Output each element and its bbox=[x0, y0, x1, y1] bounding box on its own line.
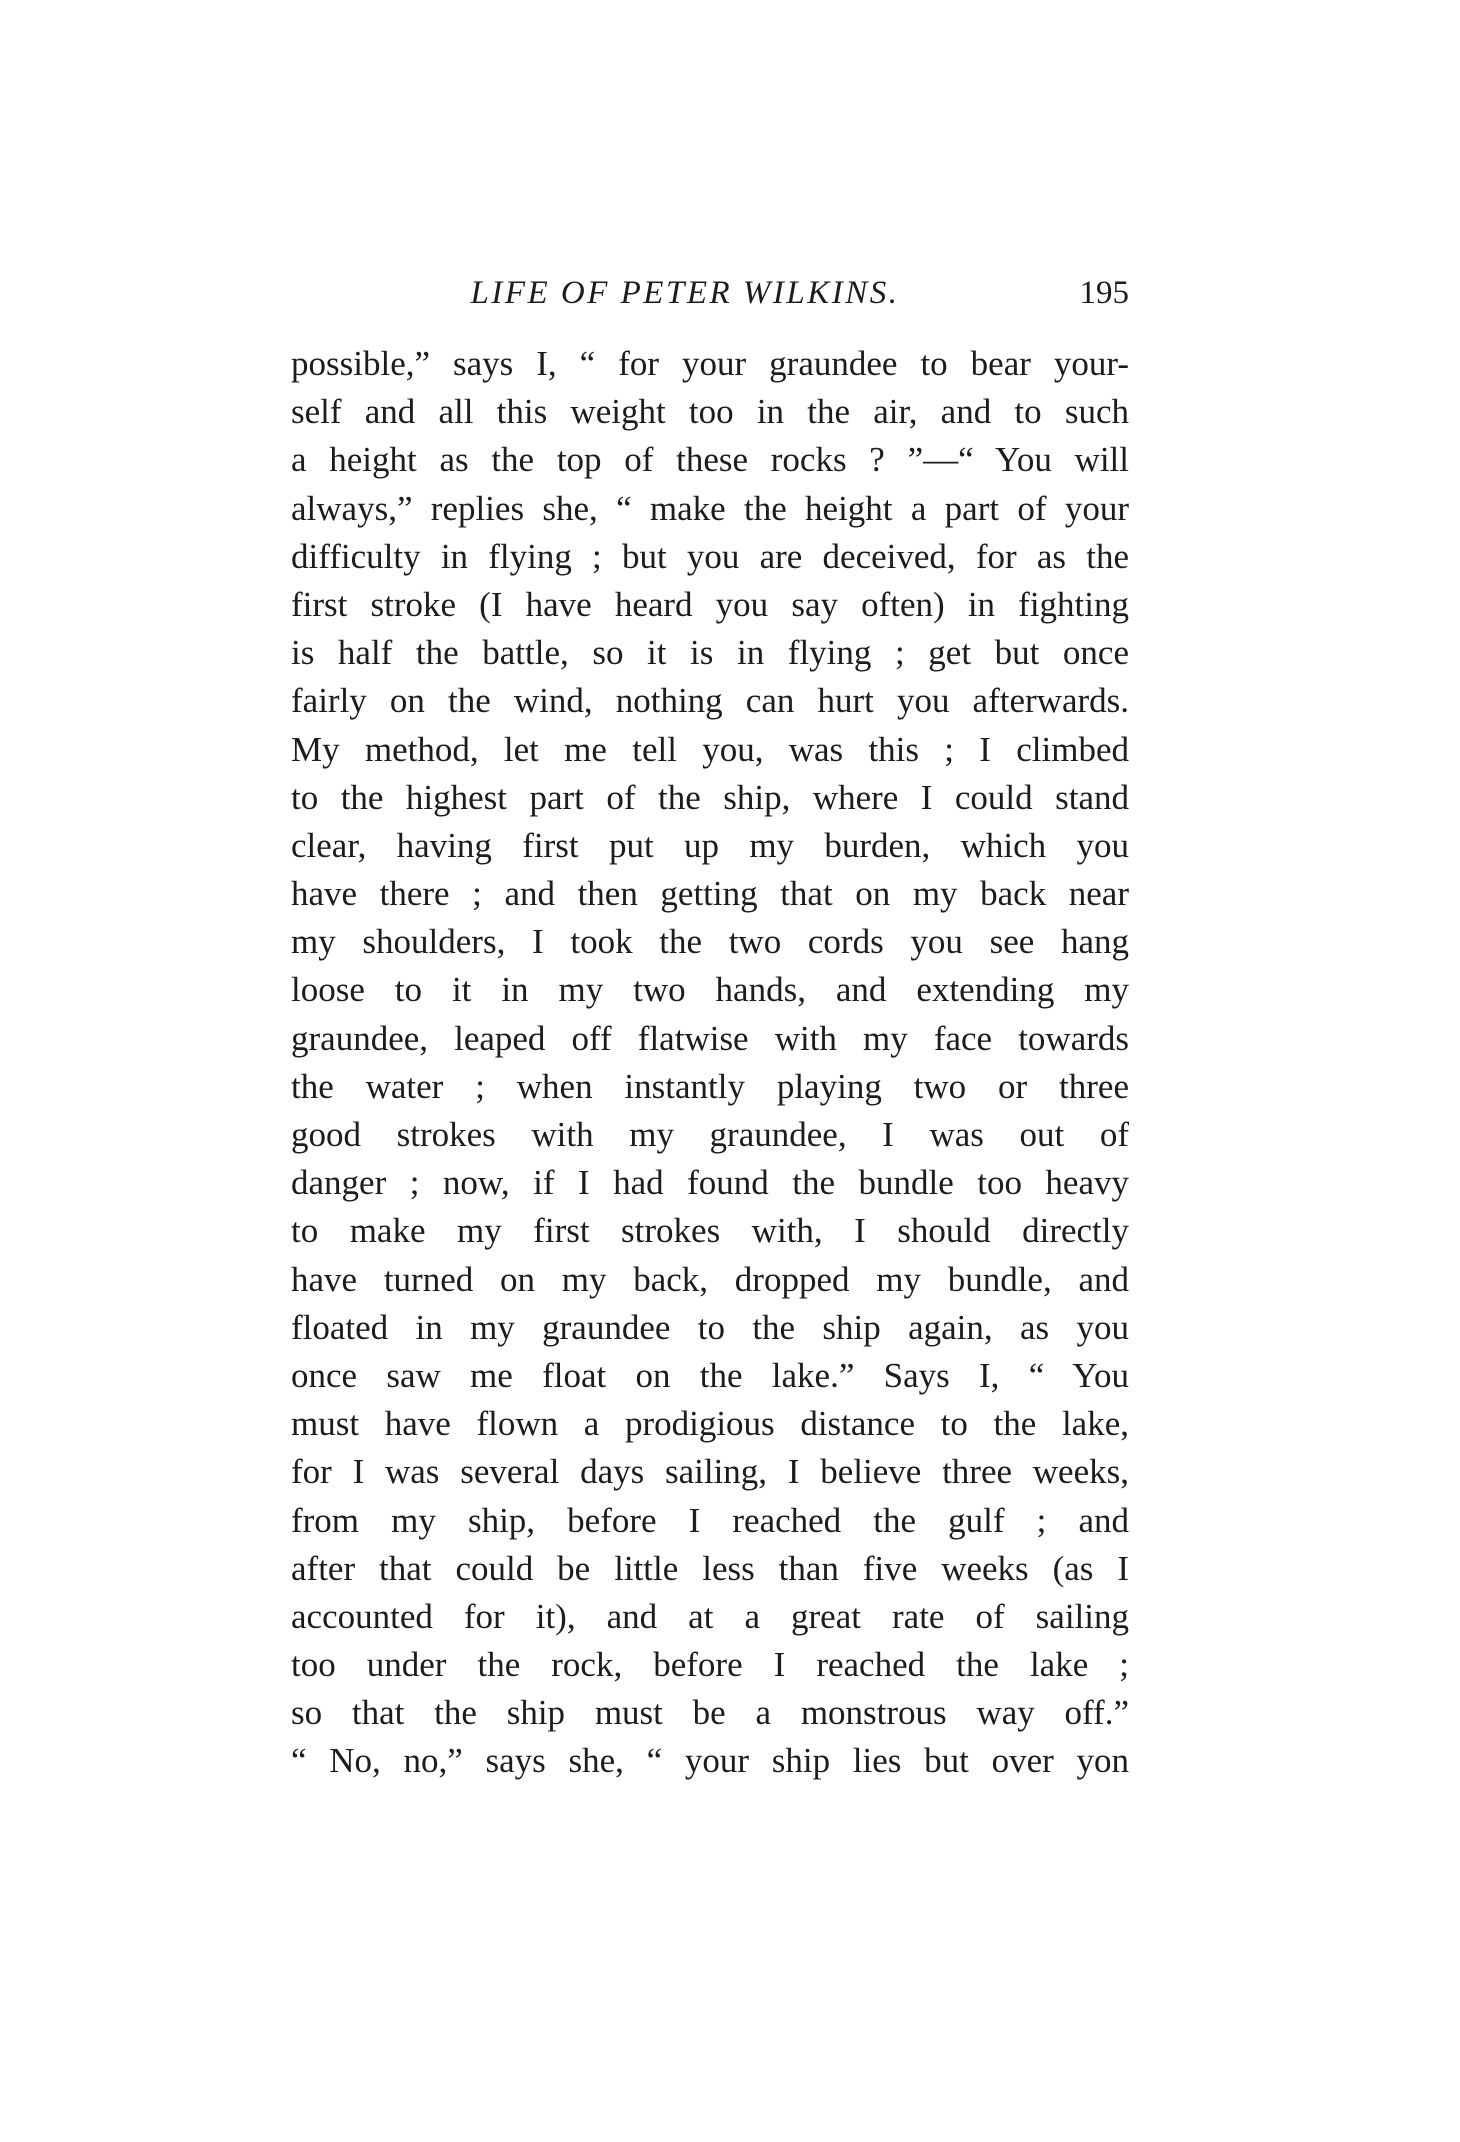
text-line: have turned on my back, dropped my bundle, and bbox=[291, 1259, 1129, 1299]
text-line: after that could be little less than five weeks (as I bbox=[291, 1548, 1129, 1588]
text-line: first stroke (I have heard you say often) in fighting bbox=[291, 584, 1129, 624]
text-line: danger ; now, if I had found the bundle too heavy bbox=[291, 1163, 1129, 1203]
text-line: self and all this weight too in the air, and to such bbox=[291, 392, 1129, 432]
text-line: a height as the top of these rocks ? ”—“ You will bbox=[291, 440, 1129, 480]
text-line: too under the rock, before I reached the lake ; bbox=[291, 1645, 1129, 1685]
text-line: graundee, leaped off flatwise with my face towards bbox=[291, 1018, 1129, 1058]
text-line: floated in my graundee to the ship again, as you bbox=[291, 1307, 1129, 1347]
text-line: always,” replies she, “ make the height a part of your bbox=[291, 488, 1129, 528]
text-line: from my ship, before I reached the gulf ; and bbox=[291, 1500, 1129, 1540]
text-line: is half the battle, so it is in flying ; get but once bbox=[291, 633, 1129, 673]
text-line: to the highest part of the ship, where I could stand bbox=[291, 777, 1129, 817]
text-line: difficulty in flying ; but you are deceived, for as the bbox=[291, 536, 1129, 576]
text-line: possible,” says I, “ for your graundee to bear your- bbox=[291, 344, 1129, 383]
text-line: to make my first strokes with, I should directly bbox=[291, 1211, 1129, 1251]
running-title: LIFE OF PETER WILKINS. bbox=[470, 275, 900, 311]
body-text bbox=[291, 340, 1129, 1786]
text-line: fairly on the wind, nothing can hurt you afterwards. bbox=[291, 681, 1129, 721]
page-number: 195 bbox=[1079, 275, 1129, 311]
page-header bbox=[291, 268, 1129, 318]
text-line: good strokes with my graundee, I was out of bbox=[291, 1115, 1129, 1154]
text-line: accounted for it), and at a great rate of sailing bbox=[291, 1596, 1129, 1636]
text-line: must have flown a prodigious distance to the lake, bbox=[291, 1404, 1129, 1444]
text-line: the water ; when instantly playing two or three bbox=[291, 1066, 1129, 1106]
text-line: for I was several days sailing, I believe three weeks, bbox=[291, 1452, 1129, 1492]
text-line: loose to it in my two hands, and extending my bbox=[291, 970, 1129, 1010]
text-line: clear, having first put up my burden, which you bbox=[291, 825, 1129, 865]
text-line: once saw me float on the lake.” Says I, “ You bbox=[291, 1355, 1129, 1395]
text-line: My method, let me tell you, was this ; I climbed bbox=[291, 729, 1129, 769]
text-line: my shoulders, I took the two cords you see hang bbox=[291, 922, 1129, 962]
text-line: so that the ship must be a monstrous way off.” bbox=[291, 1693, 1129, 1733]
text-line: have there ; and then getting that on my back near bbox=[291, 874, 1129, 914]
text-line: “ No, no,” says she, “ your ship lies but over yon bbox=[291, 1741, 1129, 1781]
